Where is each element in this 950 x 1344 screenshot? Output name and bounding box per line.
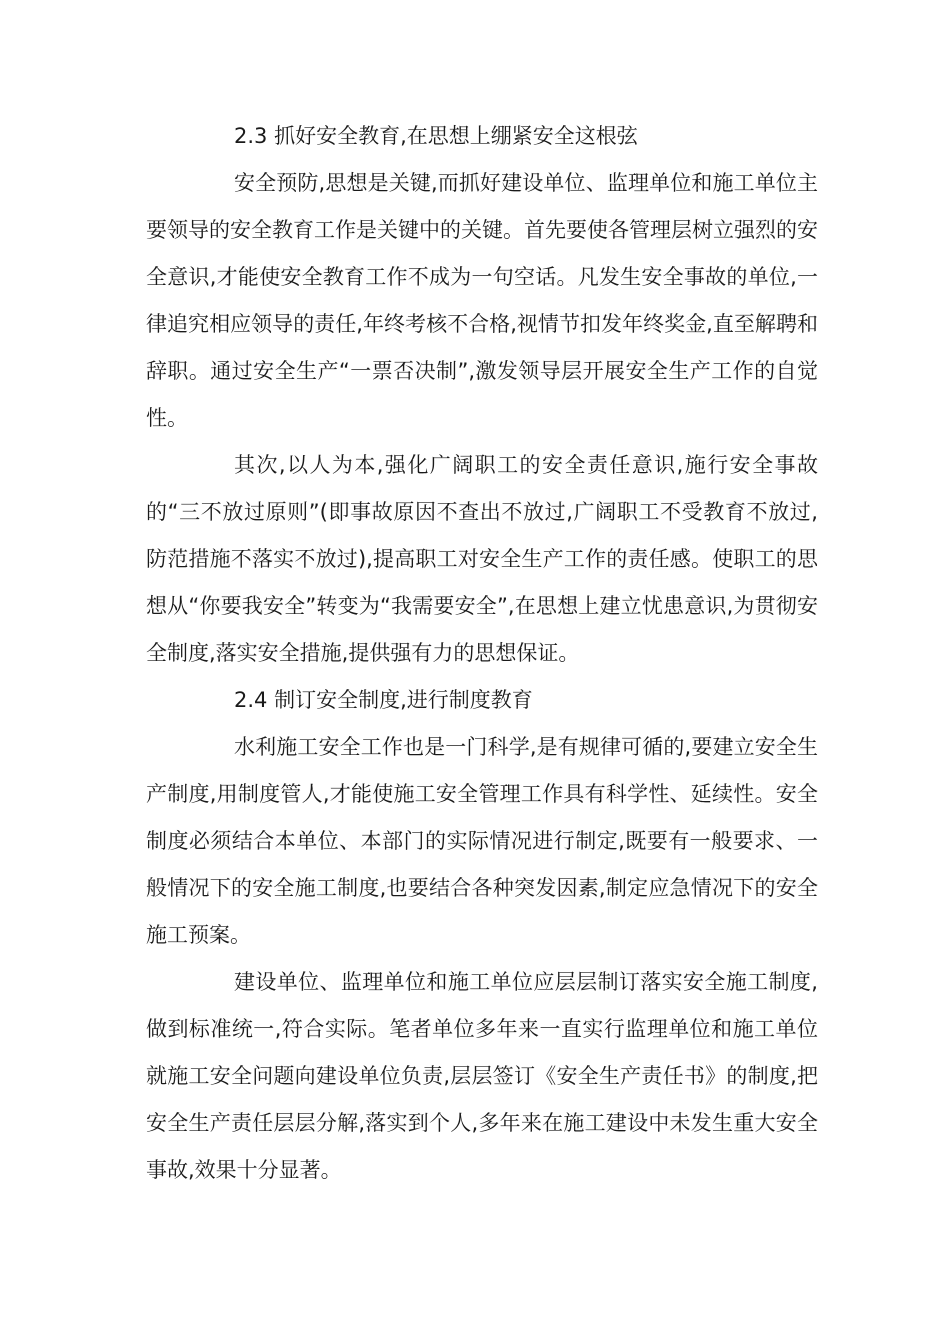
paragraph-safety-prevention: 安全预防,思想是关键,而抓好建设单位、监理单位和施工单位主要领导的安全教育工作是关键中的关键。首先要使各管理层树立强烈的安全意识,才能使安全教育工作不成为一句空话。凡发生安全事故的单位,一律追究相应领导的责任,年终考核不合格,视情节扣发年终奖金,直至解聘和辞职。通过安全生产“一票否决制”,激发领导层开展安全生产工作的自觉性。 xyxy=(146,171,818,430)
section-heading-2-3: 2.3 抓好安全教育,在思想上绷紧安全这根弦 xyxy=(234,124,638,148)
paragraph-safety-system: 水利施工安全工作也是一门科学,是有规律可循的,要建立安全生产制度,用制度管人,才能使施工安全管理工作具有科学性、延续性。安全制度必须结合本单位、本部门的实际情况进行制定,既要有一般要求、一般情况下的安全施工制度,也要结合各种突发因素,制定应急情况下的安全施工预案。 xyxy=(146,735,818,947)
paragraph-people-oriented: 其次,以人为本,强化广阔职工的安全责任意识,施行安全事故的“三不放过原则”(即事故原因不查出不放过,广阔职工不受教育不放过,防范措施不落实不放过),提高职工对安全生产工作的责任感。使职工的思想从“你要我安全”转变为“我需要安全”,在思想上建立忧患意识,为贯彻安全制度,落实安全措施,提供强有力的思想保证。 xyxy=(146,453,818,665)
section-heading-2-4: 2.4 制订安全制度,进行制度教育 xyxy=(234,688,533,712)
document-body xyxy=(146,113,818,1194)
paragraph-responsibility: 建设单位、监理单位和施工单位应层层制订落实安全施工制度,做到标准统一,符合实际。笔者单位多年来一直实行监理单位和施工单位就施工安全问题向建设单位负责,层层签订《安全生产责任书》的制度,把安全生产责任层层分解,落实到个人,多年来在施工建设中未发生重大安全事故,效果十分显著。 xyxy=(146,970,818,1182)
